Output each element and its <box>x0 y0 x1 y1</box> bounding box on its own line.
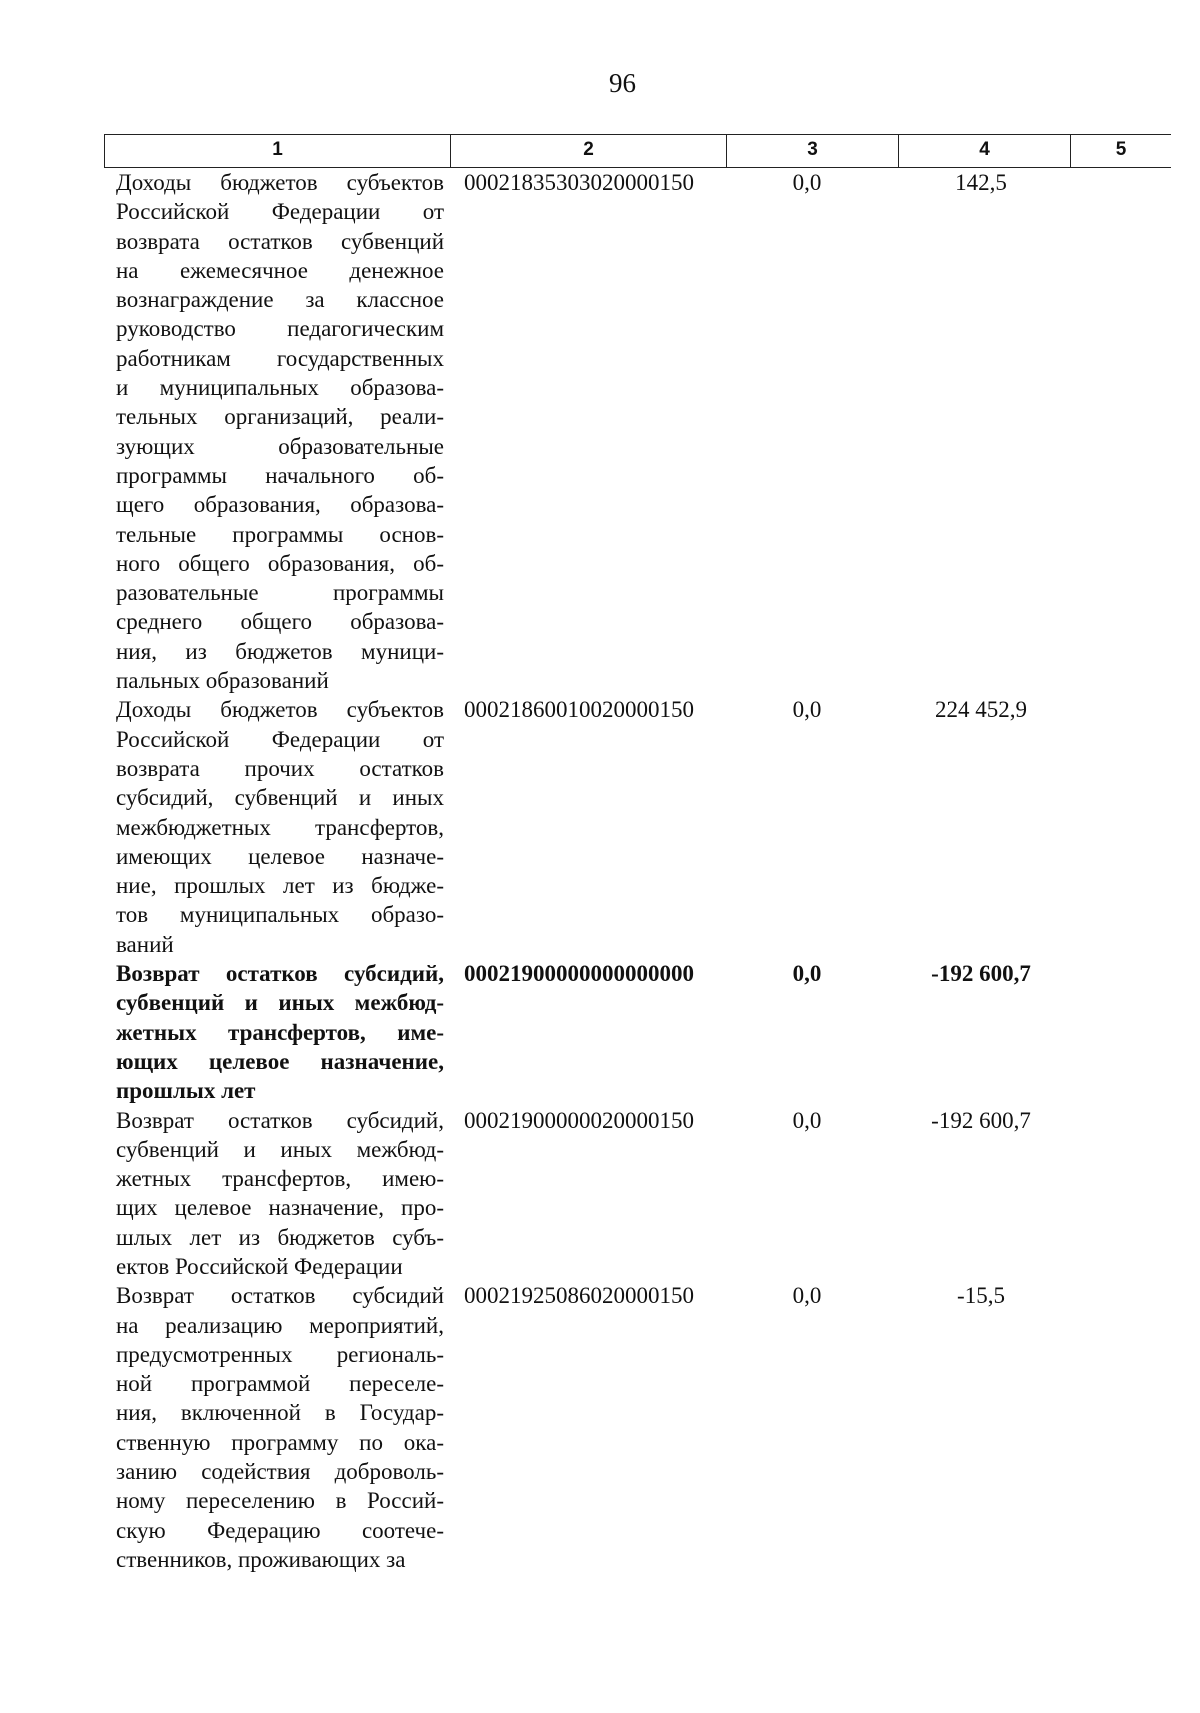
description-line: пальных образований <box>116 668 329 694</box>
value-col3: 0,0 <box>792 1283 822 1309</box>
row-description <box>104 168 450 695</box>
table-row <box>104 168 1171 695</box>
description-line: скую Федерацию соотече- <box>116 1517 444 1543</box>
column-header-5: 5 <box>1070 135 1171 167</box>
description-line: Российской Федерации от <box>116 726 444 752</box>
description-line: предусмотренных региональ- <box>116 1341 444 1367</box>
description-line: Российской Федерации от <box>116 199 444 225</box>
column-header-3: 3 <box>726 135 898 167</box>
value-col4: -192 600,7 <box>931 961 1031 987</box>
budget-code: 00021925086020000150 <box>464 1283 694 1309</box>
description-line: ственную программу по ока- <box>116 1429 444 1455</box>
description-line: жетных трансфертов, имею- <box>116 1166 444 1192</box>
value-col3: 0,0 <box>792 1107 822 1133</box>
description-line: тельные программы основ- <box>116 521 444 547</box>
column-header-1: 1 <box>104 135 450 167</box>
description-line: прошлых лет <box>116 1078 256 1104</box>
description-line: ственников, проживающих за <box>116 1546 406 1572</box>
row-description <box>104 959 450 1105</box>
value-col4: 224 452,9 <box>935 697 1027 723</box>
description-line: ющих целевое назначение, <box>116 1048 444 1074</box>
description-line: работникам государственных <box>116 345 444 371</box>
budget-code: 00021900000000000000 <box>464 961 694 987</box>
description-line: межбюджетных трансфертов, <box>116 814 444 840</box>
description-line: Возврат остатков субсидий <box>116 1283 444 1309</box>
description-line: щего образования, образова- <box>116 492 444 518</box>
description-line: Возврат остатков субсидий, <box>116 1107 444 1133</box>
value-col3: 0,0 <box>792 170 822 195</box>
value-col3: 0,0 <box>792 697 822 723</box>
description-line: возврата остатков субвенций <box>116 228 444 254</box>
column-header-4: 4 <box>898 135 1070 167</box>
description-line: ному переселению в Россий- <box>116 1488 444 1514</box>
table-header-row <box>104 134 1171 168</box>
value-col3: 0,0 <box>792 961 822 987</box>
value-col4: 142,5 <box>955 170 1007 195</box>
budget-code: 00021900000020000150 <box>464 1107 694 1133</box>
description-line: руководство педагогическим <box>116 316 444 342</box>
table-body <box>104 168 1171 1574</box>
description-line: и муниципальных образова- <box>116 375 444 401</box>
description-line: субвенций и иных межбюд- <box>116 1136 444 1162</box>
description-line: зующих образовательные <box>116 433 444 459</box>
description-line: тов муниципальных образо- <box>116 902 444 928</box>
description-line: ной программой переселе- <box>116 1371 444 1397</box>
budget-code: 00021835303020000150 <box>464 170 694 195</box>
description-line: среднего общего образова- <box>116 609 444 635</box>
budget-code: 00021860010020000150 <box>464 697 694 723</box>
table-row <box>104 695 1171 959</box>
value-col4: -192 600,7 <box>931 1107 1031 1133</box>
description-line: разовательные программы <box>116 580 444 606</box>
description-line: Доходы бюджетов субъектов <box>116 170 444 195</box>
row-description <box>104 695 450 959</box>
description-line: жетных трансфертов, име- <box>116 1019 444 1045</box>
row-description <box>104 1281 450 1574</box>
description-line: тельных организаций, реали- <box>116 404 444 430</box>
description-line: программы начального об- <box>116 462 444 488</box>
description-line: возврата прочих остатков <box>116 755 444 781</box>
description-line: занию содействия доброволь- <box>116 1459 444 1485</box>
description-line: Возврат остатков субсидий, <box>116 961 444 987</box>
column-header-2: 2 <box>450 135 726 167</box>
description-line: ния, из бюджетов муници- <box>116 638 444 664</box>
description-line: субсидий, субвенций и иных <box>116 785 444 811</box>
description-line: ного общего образования, об- <box>116 550 444 576</box>
description-line: субвенций и иных межбюд- <box>116 990 444 1016</box>
description-line: на реализацию мероприятий, <box>116 1312 444 1338</box>
description-line: ваний <box>116 931 174 957</box>
description-line: щих целевое назначение, про- <box>116 1195 444 1221</box>
budget-table <box>104 134 1171 1574</box>
table-row <box>104 959 1171 1105</box>
description-line: ектов Российской Федерации <box>116 1253 403 1279</box>
description-line: Доходы бюджетов субъектов <box>116 697 444 723</box>
description-line: имеющих целевое назначе- <box>116 843 444 869</box>
table-row <box>104 1106 1171 1282</box>
row-description <box>104 1106 450 1282</box>
description-line: ния, включенной в Государ- <box>116 1400 444 1426</box>
value-col4: -15,5 <box>957 1283 1005 1309</box>
description-line: вознаграждение за классное <box>116 287 444 313</box>
description-line: на ежемесячное денежное <box>116 257 444 283</box>
description-line: ние, прошлых лет из бюдже- <box>116 873 444 899</box>
table-row <box>104 1281 1171 1574</box>
page-number: 96 <box>609 68 636 98</box>
description-line: шлых лет из бюджетов субъ- <box>116 1224 444 1250</box>
